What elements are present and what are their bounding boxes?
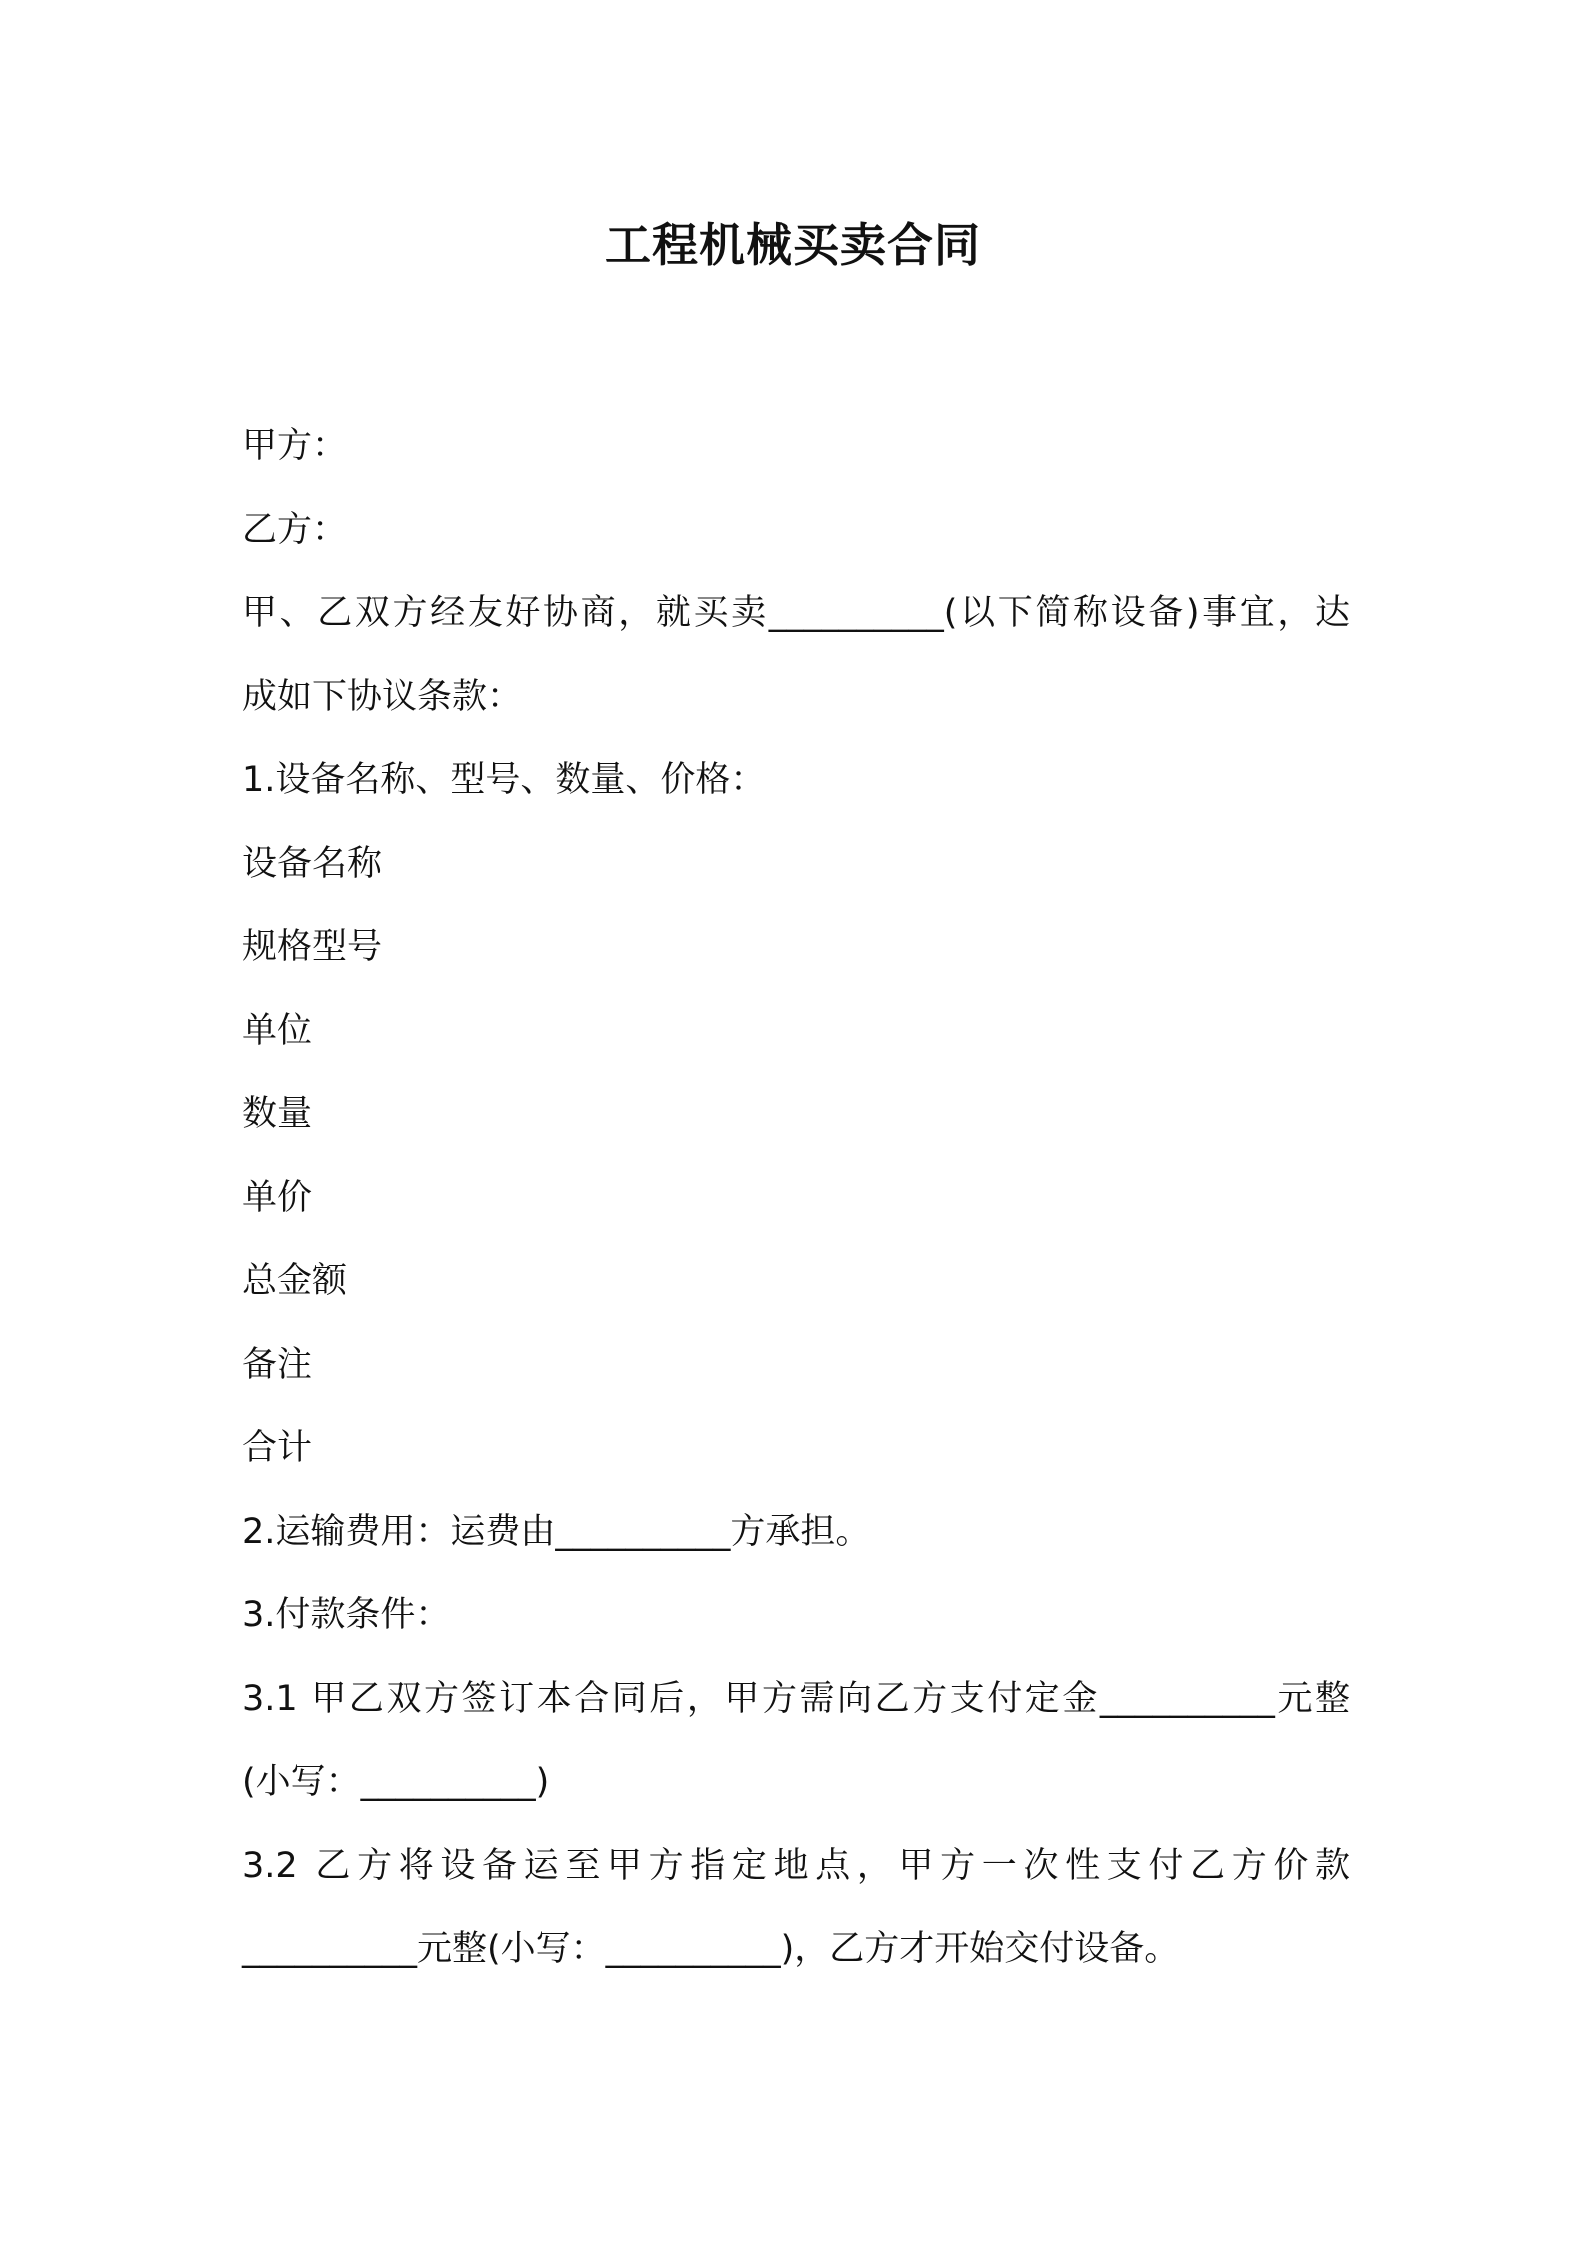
clause-3-2-line-2: __________元整(小写：__________)，乙方才开始交付设备。 <box>242 1929 1180 1969</box>
item-unit-price: 单价 <box>242 1177 313 1218</box>
party-b-line: 乙方： <box>242 509 348 550</box>
item-remarks: 备注 <box>242 1344 313 1385</box>
item-unit: 单位 <box>242 1010 313 1051</box>
clause-3-2-line-1: 3.2 乙方将设备运至甲方指定地点，甲方一次性支付乙方价款 <box>242 1845 1350 1886</box>
item-sum: 合计 <box>242 1428 313 1468</box>
party-a-line: 甲方： <box>242 426 348 466</box>
intro-paragraph-line-2: 成如下协议条款： <box>242 676 523 717</box>
item-quantity: 数量 <box>242 1094 313 1134</box>
clause-3-1-line-2: (小写：__________) <box>242 1762 550 1802</box>
document-title: 工程机械买卖合同 <box>605 218 981 272</box>
intro-paragraph-line-1: 甲、乙双方经友好协商，就买卖__________(以下简称设备)事宜，达 <box>242 593 1350 633</box>
clause-2-transport: 2.运输费用：运费由__________方承担。 <box>242 1511 871 1552</box>
clause-3-heading: 3.付款条件： <box>242 1595 451 1635</box>
item-total-amount: 总金额 <box>242 1261 348 1301</box>
item-equipment-name: 设备名称 <box>242 843 383 884</box>
clause-1-heading: 1.设备名称、型号、数量、价格： <box>242 760 766 800</box>
item-spec-model: 规格型号 <box>242 927 383 967</box>
clause-3-1-line-1: 3.1 甲乙双方签订本合同后，甲方需向乙方支付定金__________元整 <box>242 1678 1350 1719</box>
contract-body <box>242 405 1350 1992</box>
